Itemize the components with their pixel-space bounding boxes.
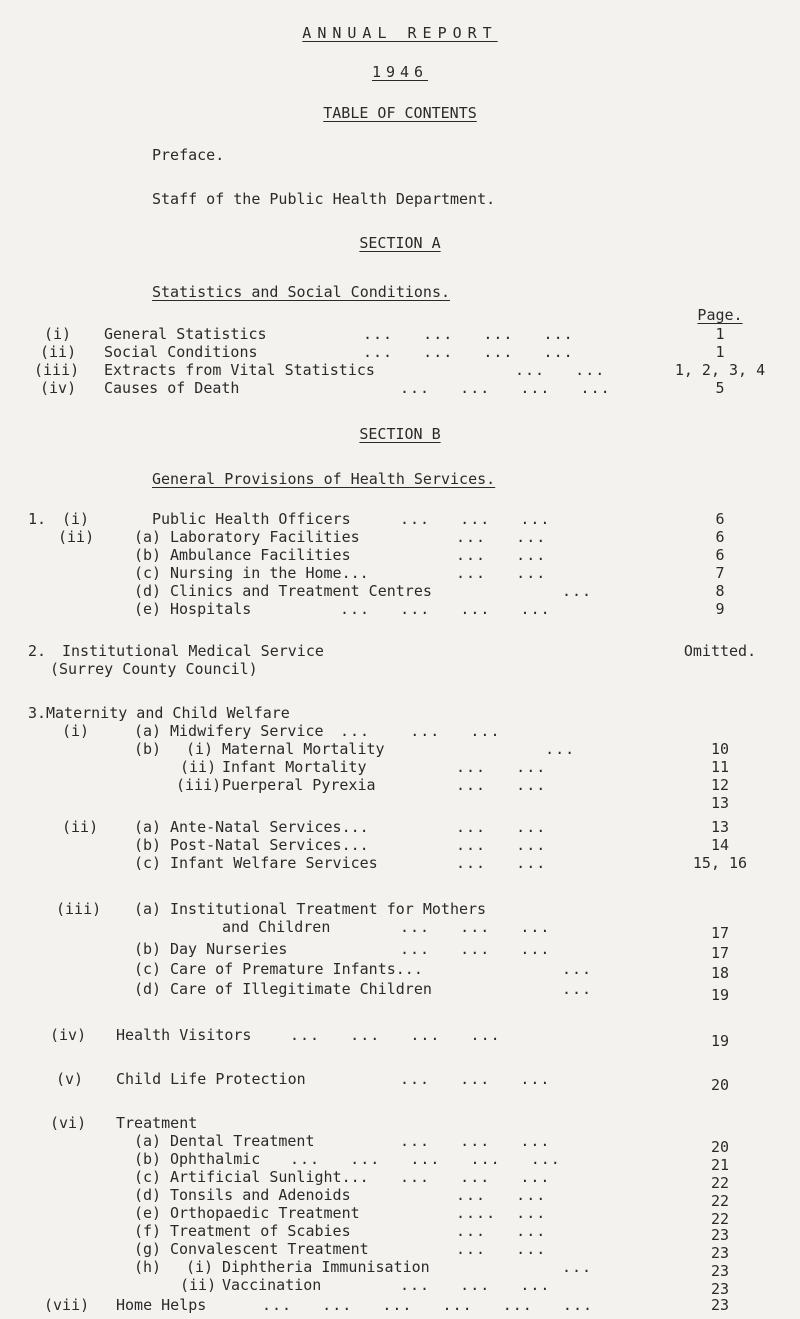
leader-dots: ... (562, 960, 593, 978)
entry-title: Midwifery Service (170, 722, 324, 740)
entry-title: Ambulance Facilities (170, 546, 351, 564)
entry-number: (i) (186, 1258, 214, 1276)
leader-dots: ... ... ... (400, 510, 551, 528)
entry-page: 22 (710, 1210, 730, 1228)
entry-page: 21 (710, 1156, 730, 1174)
item-number: 1. (28, 510, 47, 528)
entry-title: Hospitals (170, 600, 252, 618)
entry-page: 1 (715, 325, 725, 343)
entry-number: (iii) (34, 361, 80, 379)
staff-line: Staff of the Public Health Department. (152, 190, 496, 208)
entry-page: 11 (710, 758, 730, 776)
leader-dots: ... ... (456, 854, 547, 872)
entry-number: (vii) (44, 1296, 90, 1314)
leader-dots: ... ... ... ... (363, 325, 574, 343)
leader-dots: ... ... (456, 758, 547, 776)
entry-title: Social Conditions (104, 343, 258, 361)
entry-title: Extracts from Vital Statistics (104, 361, 375, 379)
leader-dots: ... ... ... (400, 940, 551, 958)
item-number: 3. (28, 704, 47, 722)
leader-dots: ... ... ... (400, 1168, 551, 1186)
leader-dots: ... ... (456, 1240, 547, 1258)
leader-dots: ... ... (456, 528, 547, 546)
entry-title: General Statistics (104, 325, 267, 343)
entry-title: Ophthalmic (170, 1150, 261, 1168)
leader-dots: ... ... ... (400, 1132, 551, 1150)
entry-page: 17 (710, 924, 730, 942)
entry-page: 23 (710, 1296, 730, 1314)
entry-number: (a) (134, 528, 162, 546)
entry-title: Vaccination (222, 1276, 322, 1294)
entry-subtitle: (Surrey County Council) (50, 660, 258, 678)
entry-title: Post-Natal Services... (170, 836, 369, 854)
entry-title: Infant Mortality (222, 758, 367, 776)
entry-number: (d) (134, 980, 162, 998)
entry-title: Convalescent Treatment (170, 1240, 369, 1258)
leader-dots: ... ... (456, 1186, 547, 1204)
preface-line: Preface. (152, 146, 225, 164)
entry-number: (iv) (40, 379, 77, 397)
entry-title: Home Helps (116, 1296, 207, 1314)
entry-title: Causes of Death (104, 379, 240, 397)
entry-page: 9 (715, 600, 725, 618)
section-a-subheading: Statistics and Social Conditions. (152, 283, 451, 301)
entry-number: (a) (134, 722, 162, 740)
entry-number: (b) (134, 1150, 162, 1168)
entry-number: (d) (134, 1186, 162, 1204)
entry-page: 23 (710, 1280, 730, 1298)
entry-number: (h) (134, 1258, 162, 1276)
leader-dots: ... ... (456, 1222, 547, 1240)
entry-number: (c) (134, 564, 162, 582)
report-title: ANNUAL REPORT (302, 24, 498, 42)
entry-title: Treatment of Scabies (170, 1222, 351, 1240)
section-b-subheading: General Provisions of Health Services. (152, 470, 496, 488)
entry-number: (iii) (56, 900, 102, 918)
entry-title: Institutional Medical Service (62, 642, 324, 660)
entry-number: (g) (134, 1240, 162, 1258)
item-number: 2. (28, 642, 47, 660)
entry-title: Orthopaedic Treatment (170, 1204, 360, 1222)
entry-title: Infant Welfare Services (170, 854, 378, 872)
leader-dots: ... ... (456, 546, 547, 564)
entry-number: (a) (134, 818, 162, 836)
entry-page: 13 (710, 794, 730, 812)
leader-dots: ... ... ... ... (363, 343, 574, 361)
entry-title: Public Health Officers (152, 510, 351, 528)
section-b-heading: SECTION B (359, 425, 441, 443)
entry-number: (b) (134, 940, 162, 958)
entry-number: (e) (134, 600, 162, 618)
entry-number: (c) (134, 854, 162, 872)
entry-number: (a) (134, 900, 162, 918)
entry-title: Artificial Sunlight... (170, 1168, 369, 1186)
entry-title: Tonsils and Adenoids (170, 1186, 351, 1204)
entry-number: (e) (134, 1204, 162, 1222)
contents-heading: TABLE OF CONTENTS (323, 104, 477, 122)
entry-page: 18 (710, 964, 730, 982)
report-year: 1946 (371, 63, 429, 81)
entry-number: (iv) (50, 1026, 87, 1044)
leader-dots: ... ... ... ... ... (290, 1150, 561, 1168)
entry-number: (i) (62, 510, 90, 528)
entry-page: 22 (710, 1174, 730, 1192)
entry-title: Laboratory Facilities (170, 528, 360, 546)
entry-page: 14 (710, 836, 730, 854)
entry-number: (ii) (180, 758, 217, 776)
entry-title: Ante-Natal Services... (170, 818, 369, 836)
entry-title: Nursing in the Home... (170, 564, 369, 582)
entry-number: (c) (134, 960, 162, 978)
leader-dots: ... ... ... (400, 1070, 551, 1088)
entry-page: 1, 2, 3, 4 (674, 361, 766, 379)
entry-page: 23 (710, 1226, 730, 1244)
entry-page: 17 (710, 944, 730, 962)
leader-dots: ... ... ... ... (290, 1026, 501, 1044)
entry-page: 23 (710, 1262, 730, 1280)
entry-number: (f) (134, 1222, 162, 1240)
leader-dots: ... ... ... (400, 918, 551, 936)
leader-dots: ... ... (515, 361, 606, 379)
entry-number: (b) (134, 546, 162, 564)
entry-page: 19 (710, 986, 730, 1004)
entry-number: (i) (62, 722, 90, 740)
leader-dots: ... ... ... (340, 722, 501, 740)
leader-dots: ... ... (456, 818, 547, 836)
entry-page: 8 (715, 582, 725, 600)
leader-dots: ... ... ... ... (340, 600, 551, 618)
entry-number: (i) (186, 740, 214, 758)
entry-number: (iii) (176, 776, 222, 794)
leader-dots: ... ... ... ... (400, 379, 611, 397)
entry-page: 10 (710, 740, 730, 758)
entry-number: (ii) (58, 528, 95, 546)
entry-number: (v) (56, 1070, 84, 1088)
leader-dots: ... ... ... ... ... ... (262, 1296, 594, 1314)
entry-title: Treatment (116, 1114, 198, 1132)
entry-title: Care of Premature Infants... (170, 960, 423, 978)
entry-page: 5 (715, 379, 725, 397)
entry-number: (b) (134, 740, 162, 758)
entry-title: Dental Treatment (170, 1132, 315, 1150)
entry-page: 23 (710, 1244, 730, 1262)
leader-dots: ... (562, 1258, 593, 1276)
entry-title: Day Nurseries (170, 940, 288, 958)
entry-page: 22 (710, 1192, 730, 1210)
entry-number: (c) (134, 1168, 162, 1186)
entry-number: (ii) (40, 343, 77, 361)
leader-dots: ... ... ... (400, 1276, 551, 1294)
entry-page: 1 (715, 343, 725, 361)
entry-number: (b) (134, 836, 162, 854)
entry-number: (vi) (50, 1114, 87, 1132)
entry-page: Omitted. (683, 642, 757, 660)
entry-page: 20 (710, 1138, 730, 1156)
entry-number: (ii) (180, 1276, 217, 1294)
entry-page: 15, 16 (692, 854, 748, 872)
leader-dots: ... (562, 582, 593, 600)
leader-dots: ... ... (456, 776, 547, 794)
entry-number: (i) (44, 325, 72, 343)
entry-page: 13 (710, 818, 730, 836)
leader-dots: ... (562, 980, 593, 998)
leader-dots: ... ... (456, 564, 547, 582)
entry-title: Diphtheria Immunisation (222, 1258, 430, 1276)
entry-title: Care of Illegitimate Children (170, 980, 432, 998)
entry-number: (a) (134, 1132, 162, 1150)
entry-title: Health Visitors (116, 1026, 252, 1044)
entry-title: Maternity and Child Welfare (46, 704, 290, 722)
page-column-label: Page. (697, 306, 743, 324)
entry-title: and Children (222, 918, 331, 936)
entry-title: Puerperal Pyrexia (222, 776, 376, 794)
leader-dots: ... ... (456, 836, 547, 854)
entry-page: 6 (715, 546, 725, 564)
leader-dots: .... ... (456, 1204, 547, 1222)
entry-page: 6 (715, 528, 725, 546)
entry-title: Clinics and Treatment Centres (170, 582, 432, 600)
entry-title: Maternal Mortality (222, 740, 385, 758)
entry-page: 6 (715, 510, 725, 528)
entry-number: (ii) (62, 818, 99, 836)
entry-page: 12 (710, 776, 730, 794)
section-a-heading: SECTION A (359, 234, 441, 252)
entry-number: (d) (134, 582, 162, 600)
leader-dots: ... (515, 740, 576, 758)
entry-title: Institutional Treatment for Mothers (170, 900, 487, 918)
entry-page: 20 (710, 1076, 730, 1094)
entry-title: Child Life Protection (116, 1070, 306, 1088)
entry-page: 19 (710, 1032, 730, 1050)
entry-page: 7 (715, 564, 725, 582)
